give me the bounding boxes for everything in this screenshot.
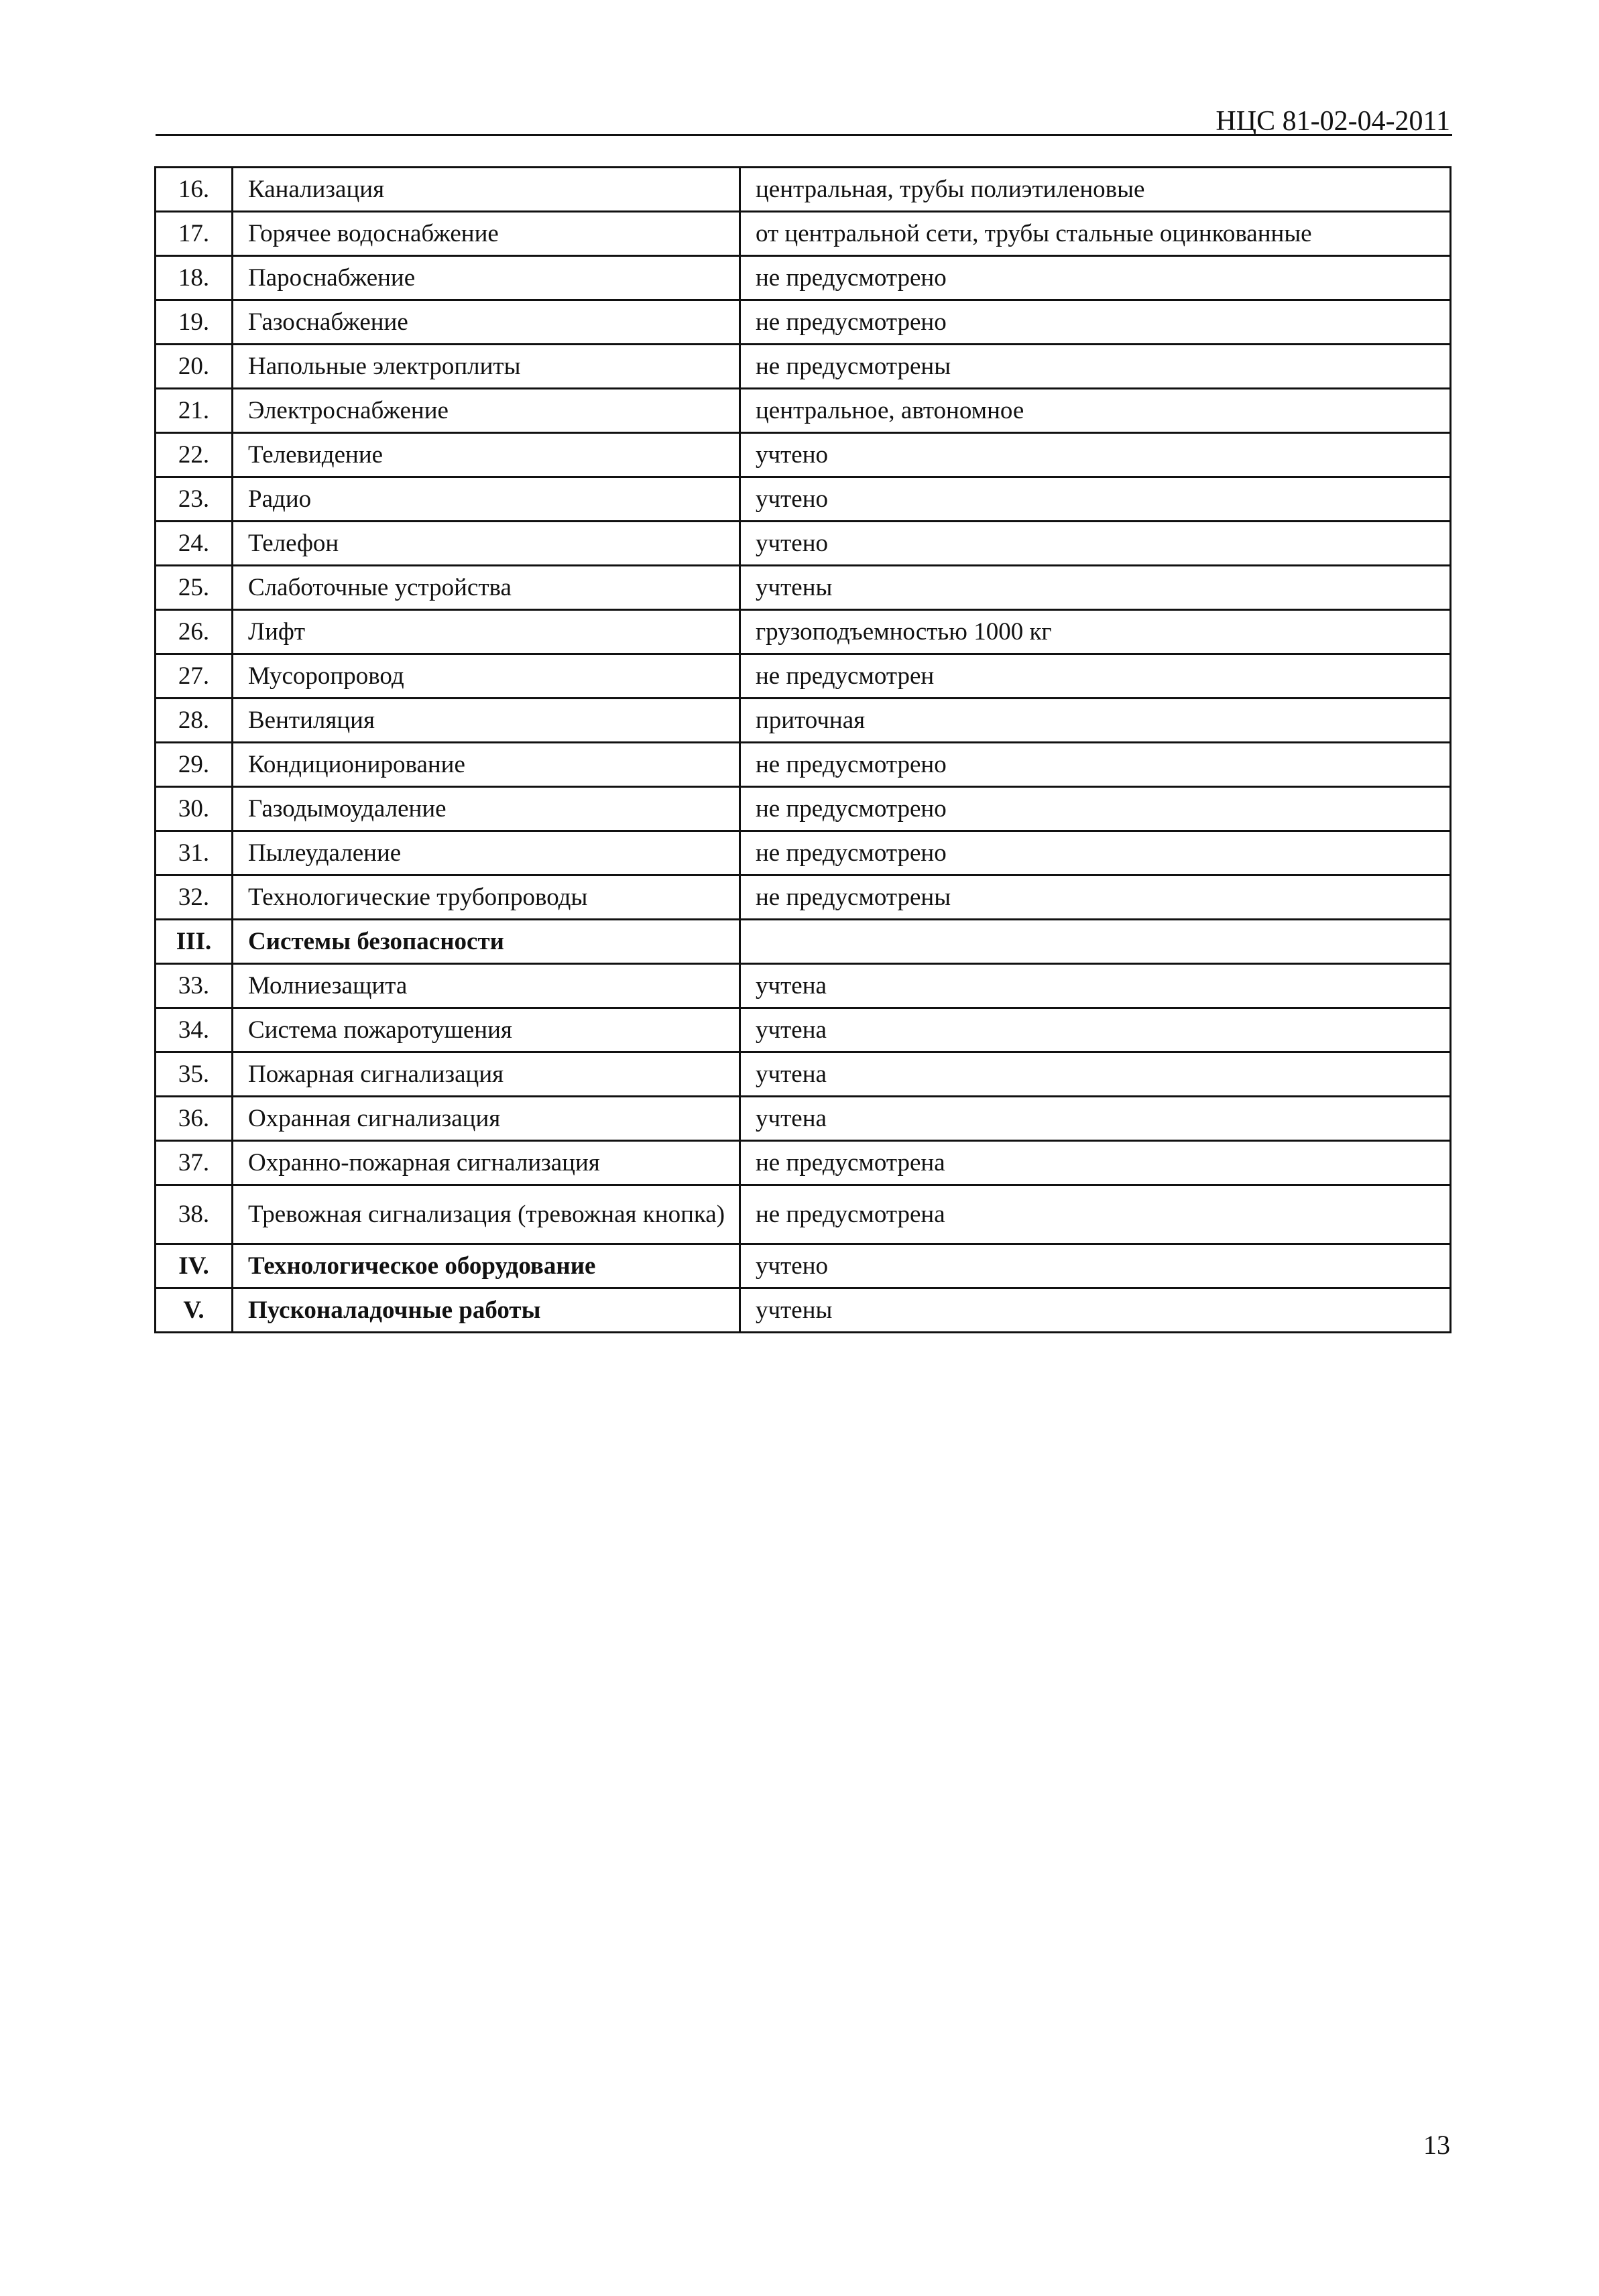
specification-table-body: [156, 168, 1451, 1333]
table-row: [156, 389, 1451, 433]
row-number-cell: 25.: [156, 566, 233, 610]
section-row: [156, 1288, 1451, 1333]
table-row: [156, 1141, 1451, 1185]
table-row: [156, 256, 1451, 300]
item-value-cell: учтена: [740, 1008, 1451, 1052]
row-number-cell: 33.: [156, 964, 233, 1008]
item-value-cell: учтена: [740, 1097, 1451, 1141]
row-number-cell: 34.: [156, 1008, 233, 1052]
table-row: [156, 1052, 1451, 1097]
row-number-cell: 21.: [156, 389, 233, 433]
row-number-cell: III.: [156, 920, 233, 964]
row-number-cell: 31.: [156, 831, 233, 875]
item-value-cell: центральная, трубы полиэтиленовые: [740, 168, 1451, 212]
row-number-cell: 35.: [156, 1052, 233, 1097]
table-row: [156, 787, 1451, 831]
item-name-cell: Кондиционирование: [233, 743, 740, 787]
table-row: [156, 1185, 1451, 1244]
table-row: [156, 300, 1451, 345]
table-row: [156, 433, 1451, 477]
item-value-cell: не предусмотрено: [740, 743, 1451, 787]
item-name-cell: Канализация: [233, 168, 740, 212]
row-number-cell: 20.: [156, 345, 233, 389]
item-name-cell: Тревожная сигнализация (тревожная кнопка): [233, 1185, 740, 1244]
item-value-cell: учтена: [740, 1052, 1451, 1097]
item-value-cell: не предусмотрено: [740, 787, 1451, 831]
row-number-cell: 24.: [156, 522, 233, 566]
item-name-cell: Охранно-пожарная сигнализация: [233, 1141, 740, 1185]
table-row: [156, 699, 1451, 743]
item-name-cell: Пылеудаление: [233, 831, 740, 875]
item-value-cell: не предусмотрено: [740, 300, 1451, 345]
table-row: [156, 168, 1451, 212]
item-value-cell: учтено: [740, 433, 1451, 477]
item-name-cell: Пожарная сигнализация: [233, 1052, 740, 1097]
item-value-cell: учтено: [740, 477, 1451, 522]
table-row: [156, 212, 1451, 256]
item-name-cell: Горячее водоснабжение: [233, 212, 740, 256]
item-value-cell: учтено: [740, 522, 1451, 566]
item-value-cell: не предусмотрен: [740, 654, 1451, 699]
item-value-cell: не предусмотрены: [740, 875, 1451, 920]
item-name-cell: Слаботочные устройства: [233, 566, 740, 610]
item-value-cell: грузоподъемностью 1000 кг: [740, 610, 1451, 654]
item-name-cell: Охранная сигнализация: [233, 1097, 740, 1141]
item-name-cell: Электроснабжение: [233, 389, 740, 433]
item-value-cell: не предусмотрено: [740, 256, 1451, 300]
row-number-cell: 19.: [156, 300, 233, 345]
item-value-cell: учтены: [740, 566, 1451, 610]
item-value-cell: от центральной сети, трубы стальные оцинкованные: [740, 212, 1451, 256]
item-name-cell: Радио: [233, 477, 740, 522]
row-number-cell: 23.: [156, 477, 233, 522]
item-name-cell: Лифт: [233, 610, 740, 654]
row-number-cell: 26.: [156, 610, 233, 654]
row-number-cell: 38.: [156, 1185, 233, 1244]
table-row: [156, 654, 1451, 699]
row-number-cell: 28.: [156, 699, 233, 743]
item-value-cell: учтено: [740, 1244, 1451, 1288]
item-name-cell: Телефон: [233, 522, 740, 566]
document-code: НЦС 81-02-04-2011: [1216, 106, 1450, 137]
table-row: [156, 831, 1451, 875]
section-row: [156, 920, 1451, 964]
row-number-cell: 29.: [156, 743, 233, 787]
item-name-cell: Газодымоудаление: [233, 787, 740, 831]
row-number-cell: 32.: [156, 875, 233, 920]
row-number-cell: V.: [156, 1288, 233, 1333]
table-row: [156, 964, 1451, 1008]
item-value-cell: не предусмотрена: [740, 1141, 1451, 1185]
table-row: [156, 875, 1451, 920]
item-value-cell: не предусмотрены: [740, 345, 1451, 389]
table-row: [156, 522, 1451, 566]
item-value-cell: [740, 920, 1451, 964]
item-value-cell: центральное, автономное: [740, 389, 1451, 433]
row-number-cell: IV.: [156, 1244, 233, 1288]
item-value-cell: учтены: [740, 1288, 1451, 1333]
table-row: [156, 610, 1451, 654]
row-number-cell: 36.: [156, 1097, 233, 1141]
item-name-cell: Система пожаротушения: [233, 1008, 740, 1052]
item-name-cell: Технологическое оборудование: [233, 1244, 740, 1288]
item-value-cell: учтена: [740, 964, 1451, 1008]
item-name-cell: Пароснабжение: [233, 256, 740, 300]
table-row: [156, 743, 1451, 787]
section-row: [156, 1244, 1451, 1288]
table-row: [156, 345, 1451, 389]
item-value-cell: приточная: [740, 699, 1451, 743]
table-row: [156, 566, 1451, 610]
specification-table: [154, 166, 1452, 1333]
table-row: [156, 477, 1451, 522]
table-row: [156, 1097, 1451, 1141]
item-name-cell: Молниезащита: [233, 964, 740, 1008]
item-name-cell: Технологические трубопроводы: [233, 875, 740, 920]
item-name-cell: Пусконаладочные работы: [233, 1288, 740, 1333]
row-number-cell: 17.: [156, 212, 233, 256]
item-value-cell: не предусмотрено: [740, 831, 1451, 875]
item-name-cell: Напольные электроплиты: [233, 345, 740, 389]
row-number-cell: 37.: [156, 1141, 233, 1185]
item-value-cell: не предусмотрена: [740, 1185, 1451, 1244]
row-number-cell: 30.: [156, 787, 233, 831]
item-name-cell: Системы безопасности: [233, 920, 740, 964]
row-number-cell: 16.: [156, 168, 233, 212]
header-rule: [156, 134, 1452, 136]
item-name-cell: Телевидение: [233, 433, 740, 477]
row-number-cell: 18.: [156, 256, 233, 300]
page-number: 13: [1423, 2130, 1450, 2160]
item-name-cell: Газоснабжение: [233, 300, 740, 345]
item-name-cell: Мусоропровод: [233, 654, 740, 699]
row-number-cell: 22.: [156, 433, 233, 477]
table-row: [156, 1008, 1451, 1052]
row-number-cell: 27.: [156, 654, 233, 699]
item-name-cell: Вентиляция: [233, 699, 740, 743]
